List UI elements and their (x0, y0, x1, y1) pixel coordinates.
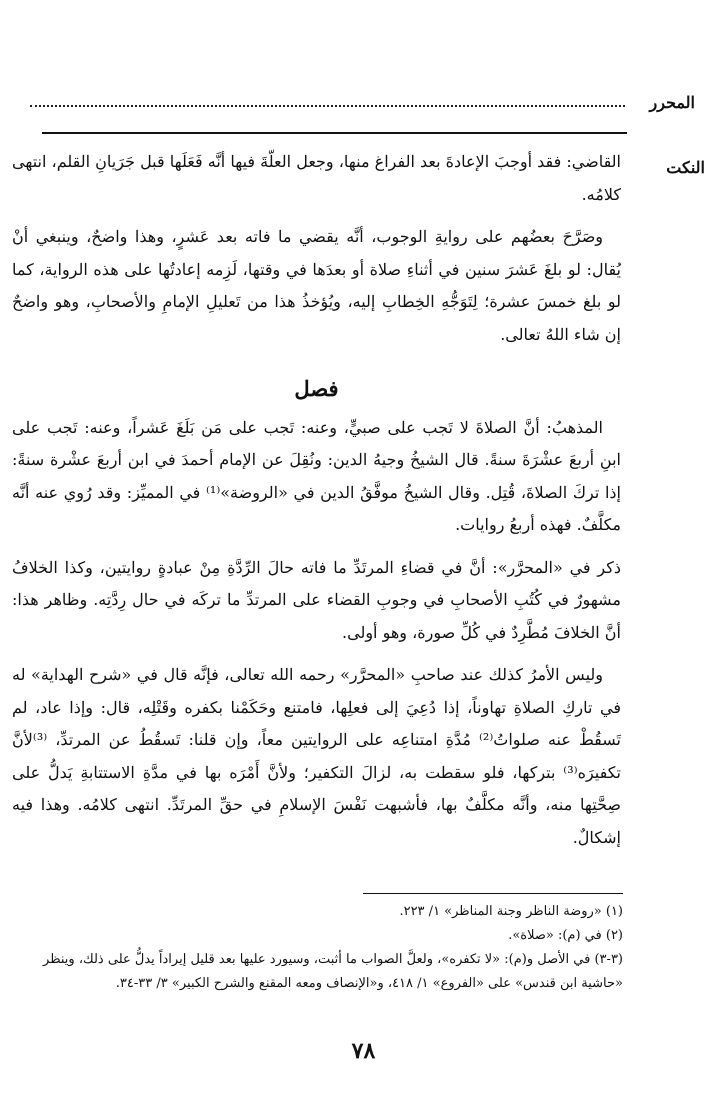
main-text (12, 146, 621, 854)
footnote: (٢) في (م): «صلاة». (508, 928, 623, 943)
footnote: (٣-٣) في الأصل و(م): «لا تكفره»، ولعلَّ الصواب ما أثبت، وسيورد عليها بعد قليل إيراداً يدلُّ على ذلك، وينظر «حاشية ابن قندس» على «الفروع» ١/ ٤١٨، و«الإنصاف ومعه المقنع والشرح الكبير» ٣/ ٣٣-٣٤. (43, 952, 623, 991)
footnotes (14, 900, 623, 996)
header-rule (42, 132, 627, 134)
paragraph: القاضي: فقد أوجبَ الإعادةَ بعد الفراغ منها، وجعل العلّةَ فيها أنَّه فَعَلَها قبل جَرَيانِ القلم، انتهى كلامُه. (12, 152, 621, 204)
footnote: (١) «روضة الناظر وجنة المناظر» ١/ ٢٢٣. (399, 904, 623, 919)
paragraph: ذكر في «المحرَّر»: أنَّ في قضاءِ المرتَدِّ ما فاته حالَ الرِّدَّةِ مِنْ عبادةٍ روايتين، وكذا الخلافُ مشهورٌ في كُتُبِ الأصحابِ في وجوبِ القضاء على المرتدِّ ما تركَه في حال رِدَّتِه. وظاهر هذا: أنَّ الخلافَ مُطَّرِدٌ في كُلِّ صورة، وهو أولى. (12, 557, 621, 642)
paragraph: وليس الأمرُ كذلك عند صاحبِ «المحرَّر» رحمه الله تعالى، فإنَّه قال في «شرح الهداية» له في تاركِ الصلاةِ تهاوناً، إذا دُعِيَ إلى فعلِها، فامتنع وحَكَمْنا بكفره وقَتْلِه، قال: وإذا عاد، لم تَسقُطْ عنه صلواتُ⁽²⁾ مُدَّةِ امتناعِه على الروايتين معاً، وإن قلنا: تَسقُطُ عن المرتدِّ، ⁽³⁾لأنَّ تكفيرَه⁽³⁾ بتركها، فلو سقطت به، لزالَ التكفير؛ ولأنَّ أَمْرَه بها في مدَّةِ الاستتابةِ يَدلُّ على صِحَّتِها منه، وأنَّه مكلَّفٌ بها، فأشبهت نَفْسَ الإسلامِ في حقِّ المرتَدِّ. انتهى كلامُه. وهذا فيه إشكالٌ. (12, 665, 622, 847)
running-head: المحرر (649, 93, 695, 112)
header-dotted-leader (30, 105, 625, 107)
page-number: ٧٨ (351, 1038, 376, 1064)
paragraph: وصَرَّحَ بعضُهم على روايةِ الوجوب، أنَّه يقضي ما فاته بعد عَشرٍ، وهذا واضحٌ، وينبغي أنْ يُقال: لو بلغَ عَشرَ سنين في أثناءِ صلاة أو بعدَها في وقتها، لَزِمه إعادتُها على هذه الرواية، كما لو بلغ خمسَ عشرة؛ لِتَوَجُّهِ الخِطابِ إليه، ويُؤخذُ هذا من تَعليلِ الإمامِ والأصحابِ، وهو واضحٌ إن شاء اللهُ تعالى. (12, 227, 621, 344)
paragraph: المذهبُ: أنَّ الصلاةَ لا تَجب على صبيٍّ، وعنه: تَجب على مَن بَلَغَ عَشراً، وعنه: تَجب على ابنِ أربعَ عشْرَةَ سنةً. قال الشيخُ وجيهُ الدين: ونُقِلَ عن الإمام أحمدَ في ابن أربعَ عشْرة سنةً: إذا تركَ الصلاةَ، قُتِل. وقال الشيخُ موفَّقُ الدين في «الروضة»⁽¹⁾ في المميِّز: وقد رُوي عنه أنَّه مكلَّفٌ. فهذه أربعُ روايات. (12, 417, 621, 534)
side-label: النكت (666, 158, 705, 177)
page-header (30, 93, 695, 117)
footnote-rule (363, 893, 623, 894)
section-title: فصل (294, 376, 339, 401)
